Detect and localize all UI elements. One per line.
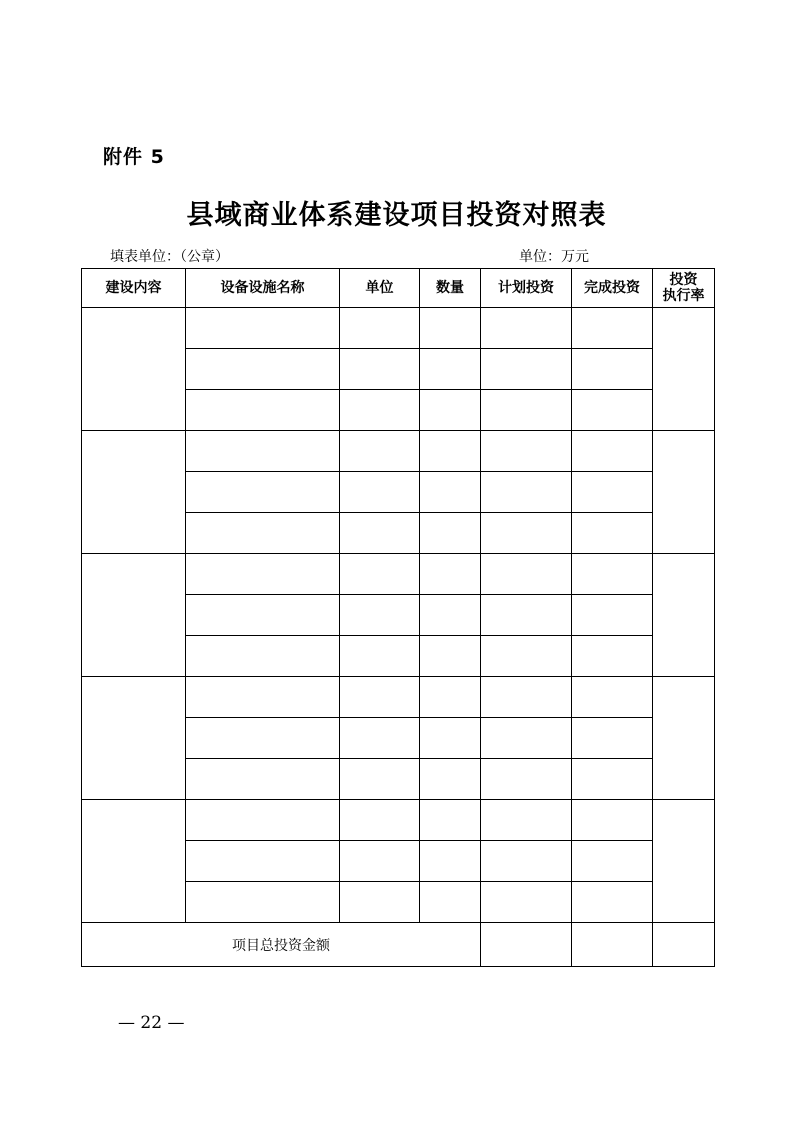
planned-investment-cell[interactable] bbox=[481, 677, 572, 718]
col-header-quantity: 数量 bbox=[420, 269, 481, 308]
quantity-cell[interactable] bbox=[420, 308, 481, 349]
planned-investment-cell[interactable] bbox=[481, 431, 572, 472]
planned-investment-cell[interactable] bbox=[481, 472, 572, 513]
execution-rate-cell[interactable] bbox=[653, 308, 715, 431]
facility-name-cell[interactable] bbox=[186, 595, 340, 636]
unit-cell[interactable] bbox=[340, 431, 420, 472]
planned-investment-cell[interactable] bbox=[481, 554, 572, 595]
facility-name-cell[interactable] bbox=[186, 390, 340, 431]
completed-investment-cell[interactable] bbox=[572, 349, 653, 390]
planned-investment-cell[interactable] bbox=[481, 841, 572, 882]
facility-name-cell[interactable] bbox=[186, 882, 340, 923]
planned-investment-cell[interactable] bbox=[481, 308, 572, 349]
col-header-rate-line1: 投资 bbox=[669, 272, 698, 288]
planned-investment-cell[interactable] bbox=[481, 349, 572, 390]
quantity-cell[interactable] bbox=[420, 554, 481, 595]
completed-investment-cell[interactable] bbox=[572, 513, 653, 554]
quantity-cell[interactable] bbox=[420, 800, 481, 841]
unit-cell[interactable] bbox=[340, 513, 420, 554]
quantity-cell[interactable] bbox=[420, 349, 481, 390]
quantity-cell[interactable] bbox=[420, 841, 481, 882]
planned-investment-cell[interactable] bbox=[481, 759, 572, 800]
col-header-unit: 单位 bbox=[340, 269, 420, 308]
planned-investment-cell[interactable] bbox=[481, 390, 572, 431]
facility-name-cell[interactable] bbox=[186, 349, 340, 390]
completed-investment-cell[interactable] bbox=[572, 390, 653, 431]
col-header-rate-line2: 执行率 bbox=[662, 288, 705, 304]
unit-cell[interactable] bbox=[340, 595, 420, 636]
quantity-cell[interactable] bbox=[420, 882, 481, 923]
unit-cell[interactable] bbox=[340, 308, 420, 349]
facility-name-cell[interactable] bbox=[186, 800, 340, 841]
completed-investment-cell[interactable] bbox=[572, 554, 653, 595]
construction-content-cell[interactable] bbox=[82, 800, 186, 923]
planned-investment-cell[interactable] bbox=[481, 636, 572, 677]
quantity-cell[interactable] bbox=[420, 595, 481, 636]
attachment-label: 附件 5 bbox=[103, 146, 165, 168]
col-header-completed: 完成投资 bbox=[572, 269, 653, 308]
quantity-cell[interactable] bbox=[420, 390, 481, 431]
facility-name-cell[interactable] bbox=[186, 554, 340, 595]
unit-cell[interactable] bbox=[340, 718, 420, 759]
planned-investment-cell[interactable] bbox=[481, 800, 572, 841]
execution-rate-cell[interactable] bbox=[653, 554, 715, 677]
planned-investment-cell[interactable] bbox=[481, 882, 572, 923]
page-number: — 22 — bbox=[118, 1013, 185, 1033]
page-title: 县域商业体系建设项目投资对照表 bbox=[186, 200, 607, 231]
completed-investment-cell[interactable] bbox=[572, 759, 653, 800]
construction-content-cell[interactable] bbox=[82, 554, 186, 677]
table-row bbox=[82, 554, 715, 595]
table-row bbox=[82, 677, 715, 718]
planned-investment-cell[interactable] bbox=[481, 513, 572, 554]
unit-label: 单位：万元 bbox=[519, 249, 589, 265]
facility-name-cell[interactable] bbox=[186, 513, 340, 554]
unit-cell[interactable] bbox=[340, 677, 420, 718]
total-label-cell: 项目总投资金额 bbox=[82, 923, 481, 967]
facility-name-cell[interactable] bbox=[186, 841, 340, 882]
execution-rate-cell[interactable] bbox=[653, 800, 715, 923]
completed-investment-cell[interactable] bbox=[572, 841, 653, 882]
construction-content-cell[interactable] bbox=[82, 431, 186, 554]
table-row bbox=[82, 431, 715, 472]
quantity-cell[interactable] bbox=[420, 472, 481, 513]
unit-cell[interactable] bbox=[340, 472, 420, 513]
unit-cell[interactable] bbox=[340, 759, 420, 800]
completed-investment-cell[interactable] bbox=[572, 308, 653, 349]
facility-name-cell[interactable] bbox=[186, 472, 340, 513]
quantity-cell[interactable] bbox=[420, 636, 481, 677]
col-header-facility: 设备设施名称 bbox=[186, 269, 340, 308]
completed-investment-cell[interactable] bbox=[572, 636, 653, 677]
investment-table bbox=[81, 268, 715, 967]
execution-rate-cell[interactable] bbox=[653, 431, 715, 554]
facility-name-cell[interactable] bbox=[186, 677, 340, 718]
quantity-cell[interactable] bbox=[420, 513, 481, 554]
quantity-cell[interactable] bbox=[420, 677, 481, 718]
construction-content-cell[interactable] bbox=[82, 308, 186, 431]
completed-investment-cell[interactable] bbox=[572, 800, 653, 841]
total-rate-cell[interactable] bbox=[653, 923, 715, 967]
unit-cell[interactable] bbox=[340, 349, 420, 390]
col-header-planned: 计划投资 bbox=[481, 269, 572, 308]
unit-cell[interactable] bbox=[340, 800, 420, 841]
unit-cell[interactable] bbox=[340, 390, 420, 431]
completed-investment-cell[interactable] bbox=[572, 882, 653, 923]
facility-name-cell[interactable] bbox=[186, 759, 340, 800]
col-header-content: 建设内容 bbox=[82, 269, 186, 308]
fill-unit-label: 填表单位：（公章） bbox=[110, 249, 229, 265]
planned-investment-cell[interactable] bbox=[481, 595, 572, 636]
total-row bbox=[82, 923, 715, 967]
facility-name-cell[interactable] bbox=[186, 308, 340, 349]
construction-content-cell[interactable] bbox=[82, 677, 186, 800]
col-header-rate bbox=[653, 269, 715, 308]
facility-name-cell[interactable] bbox=[186, 636, 340, 677]
total-planned-cell[interactable] bbox=[481, 923, 572, 967]
completed-investment-cell[interactable] bbox=[572, 718, 653, 759]
table-row bbox=[82, 800, 715, 841]
table-header-row bbox=[82, 269, 715, 308]
planned-investment-cell[interactable] bbox=[481, 718, 572, 759]
quantity-cell[interactable] bbox=[420, 759, 481, 800]
facility-name-cell[interactable] bbox=[186, 718, 340, 759]
completed-investment-cell[interactable] bbox=[572, 431, 653, 472]
unit-cell[interactable] bbox=[340, 554, 420, 595]
unit-cell[interactable] bbox=[340, 841, 420, 882]
execution-rate-cell[interactable] bbox=[653, 677, 715, 800]
facility-name-cell[interactable] bbox=[186, 431, 340, 472]
quantity-cell[interactable] bbox=[420, 718, 481, 759]
quantity-cell[interactable] bbox=[420, 431, 481, 472]
unit-cell[interactable] bbox=[340, 636, 420, 677]
total-completed-cell[interactable] bbox=[572, 923, 653, 967]
unit-cell[interactable] bbox=[340, 882, 420, 923]
table-row bbox=[82, 308, 715, 349]
completed-investment-cell[interactable] bbox=[572, 472, 653, 513]
completed-investment-cell[interactable] bbox=[572, 595, 653, 636]
completed-investment-cell[interactable] bbox=[572, 677, 653, 718]
